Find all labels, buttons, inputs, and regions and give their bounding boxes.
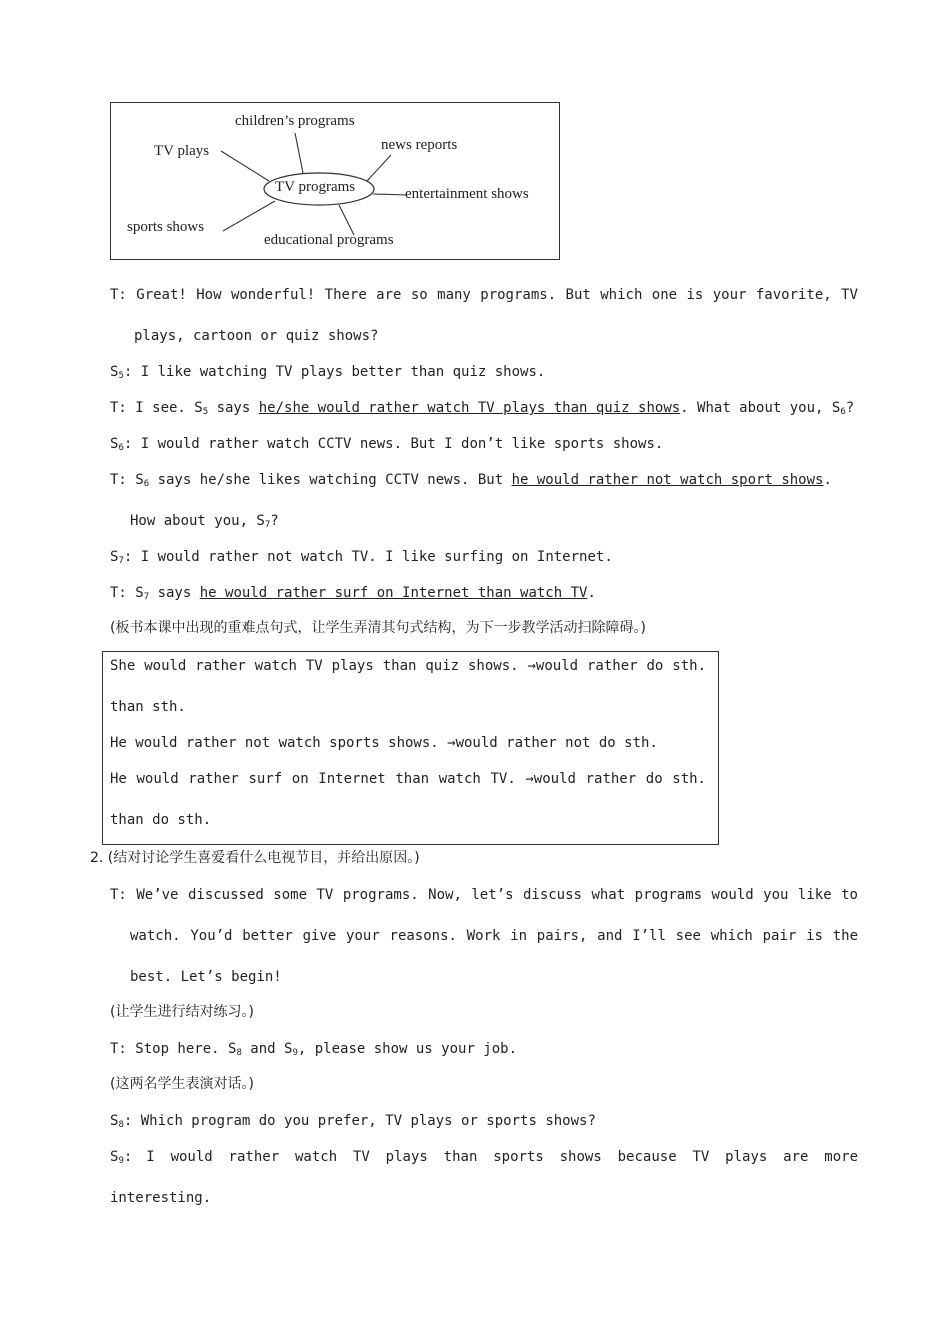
speaker-colon: : <box>123 1149 133 1165</box>
part2-line-4 <box>110 1040 517 1058</box>
speaker-s: S <box>110 549 119 565</box>
line-text: . <box>823 472 832 488</box>
edge-sports <box>223 201 275 231</box>
line-text: says he/she likes watching CCTV news. But <box>157 472 504 488</box>
teaching-note-2: (让学生进行结对练习。) <box>110 1004 254 1020</box>
part2-line-1: T: We’ve discussed some TV programs. Now, let’s discuss what programs would you like to <box>110 887 858 903</box>
speaker-colon: : <box>123 436 133 452</box>
dialogue-line-2: plays, cartoon or quiz shows? <box>134 328 379 344</box>
line-text: , please show us your job. <box>297 1041 518 1057</box>
edge-entertainment <box>373 194 407 195</box>
speaker-s: S <box>110 1149 119 1165</box>
speaker-num: 7 <box>118 556 124 566</box>
dialogue-line-7 <box>130 512 279 530</box>
part2-line-7: interesting. <box>110 1190 212 1206</box>
edge-childrens <box>295 133 303 173</box>
line-text: I would rather not watch TV. I like surfing on Internet. <box>140 549 613 565</box>
speaker-s: S <box>110 1113 119 1129</box>
edge-news <box>367 155 391 181</box>
speaker-num: 6 <box>143 479 150 489</box>
line-text: and S <box>250 1041 293 1057</box>
board-row-3: He would rather not watch sports shows. →would rather not do sth. <box>110 735 658 751</box>
line-text: ? <box>270 513 279 529</box>
part2-line-5 <box>110 1112 596 1130</box>
line-text: I would rather watch CCTV news. But I don’t like sports shows. <box>140 436 664 452</box>
dialogue-line-6 <box>110 471 832 489</box>
node-tv-plays: TV plays <box>154 143 210 159</box>
edge-educational <box>339 205 354 235</box>
line-text: . <box>587 585 596 601</box>
dialogue-line-9 <box>110 584 596 602</box>
speaker-colon: : <box>123 364 133 380</box>
board-row-1: She would rather watch TV plays than quiz shows. →would rather do sth. <box>110 658 706 674</box>
edge-tv-plays <box>221 151 269 181</box>
line-text: T: S <box>110 585 144 601</box>
speaker-num: 7 <box>143 592 150 602</box>
speaker-num: 7 <box>264 520 271 530</box>
line-text: . What about you, S <box>680 400 841 416</box>
speaker-s: S <box>110 436 119 452</box>
board-row-2: than sth. <box>110 699 186 715</box>
speaker-num: 9 <box>118 1156 124 1166</box>
dialogue-line-8 <box>110 548 613 566</box>
line-text: ? <box>845 400 855 416</box>
speaker-num: 6 <box>118 443 124 453</box>
line-text: Which program do you prefer, TV plays or sports shows? <box>140 1113 596 1129</box>
line-text: I would rather watch TV plays than sports shows because TV plays are more <box>146 1149 858 1165</box>
tv-programs-diagram <box>110 102 560 260</box>
teaching-note-3: (这两名学生表演对话。) <box>110 1076 254 1092</box>
speaker-num: 8 <box>118 1120 124 1130</box>
node-entertainment-shows: entertainment shows <box>405 186 529 202</box>
line-text: says <box>157 585 192 601</box>
node-educational-programs: educational programs <box>264 232 394 248</box>
speaker-num: 8 <box>236 1048 242 1058</box>
teaching-note-1: (板书本课中出现的重难点句式，让学生弄清其句式结构，为下一步教学活动扫除障碍。) <box>110 620 646 636</box>
speaker-colon: : <box>123 1113 133 1129</box>
node-sports-shows: sports shows <box>127 219 205 235</box>
underlined-phrase: he/she would rather watch TV plays than quiz shows <box>258 400 681 416</box>
speaker-num: 5 <box>202 407 209 417</box>
dialogue-line-1: T: Great! How wonderful! There are so many programs. But which one is your favorite, TV <box>110 287 858 303</box>
dialogue-line-4 <box>110 399 855 417</box>
dialogue-line-5 <box>110 435 663 453</box>
line-text: T: I see. S <box>110 400 203 416</box>
node-center: TV programs <box>275 179 356 195</box>
line-text: T: Stop here. S <box>110 1041 237 1057</box>
underlined-phrase: he would rather not watch sport shows <box>511 472 824 488</box>
dialogue-line-3 <box>110 363 545 381</box>
line-text: T: S <box>110 472 144 488</box>
part2-line-2: watch. You’d better give your reasons. Work in pairs, and I’ll see which pair is the <box>130 928 858 944</box>
speaker-num: 9 <box>292 1048 298 1058</box>
line-text: I like watching TV plays better than quiz shows. <box>140 364 546 380</box>
speaker-num: 5 <box>118 371 124 381</box>
speaker-colon: : <box>123 549 133 565</box>
node-childrens-programs: children’s programs <box>235 113 355 129</box>
node-news-reports: news reports <box>381 137 458 153</box>
board-row-4: He would rather surf on Internet than watch TV. →would rather do sth. <box>110 771 706 787</box>
section-2-heading: 2. (结对讨论学生喜爱看什么电视节目，并给出原因。) <box>90 850 420 866</box>
speaker-label <box>110 1148 132 1166</box>
part2-line-6 <box>110 1148 858 1166</box>
underlined-phrase: he would rather surf on Internet than watch TV <box>199 585 588 601</box>
speaker-s: S <box>110 364 119 380</box>
speaker-num: 6 <box>840 407 846 417</box>
line-text: says <box>216 400 251 416</box>
line-text: How about you, S <box>130 513 265 529</box>
board-row-5: than do sth. <box>110 812 212 828</box>
part2-line-3: best. Let’s begin! <box>130 969 282 985</box>
